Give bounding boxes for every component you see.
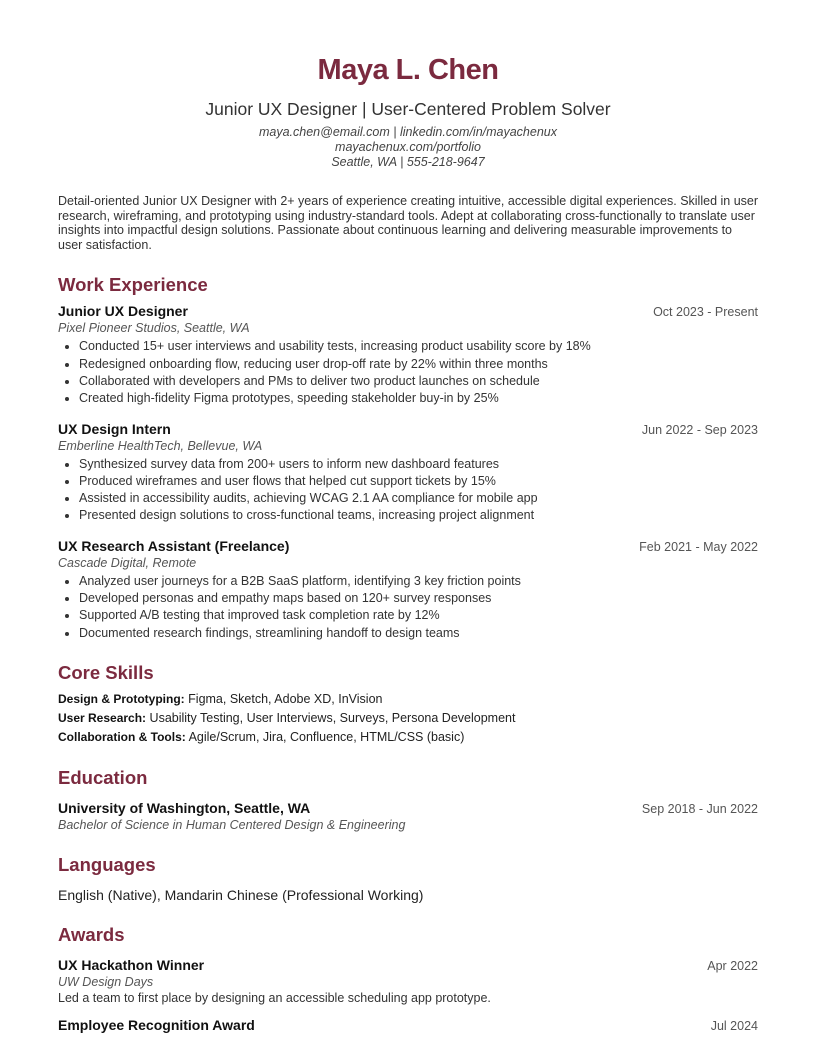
job-title: UX Research Assistant (Freelance) — [58, 537, 290, 554]
resume-content — [58, 50, 758, 1034]
job-dates: Oct 2023 - Present — [653, 305, 758, 320]
education-dates: Sep 2018 - Jun 2022 — [641, 801, 758, 816]
job-entry — [58, 537, 758, 642]
job-bullet: • Assisted in accessibility audits, achieving WCAG 2.1 AA compliance for mobile app — [79, 490, 758, 507]
job-header — [58, 420, 758, 438]
skill-category: User Research: — [58, 710, 147, 725]
job-bullet: • Produced wireframes and user flows that helped cut support tickets by 15% — [79, 473, 758, 490]
skill-category: Collaboration & Tools: — [58, 729, 186, 744]
education-entry — [58, 799, 758, 834]
award-header — [58, 1016, 758, 1034]
award-description: Led a team to first place by designing an accessible scheduling app prototype. — [58, 990, 491, 1005]
job-title: UX Design Intern — [58, 420, 171, 437]
award-entry — [58, 1016, 758, 1034]
job-bullet: • Created high-fidelity Figma prototypes, speeding stakeholder buy-in by 25% — [79, 390, 758, 407]
skill-values: Usability Testing, User Interviews, Surveys, Persona Development — [149, 710, 516, 725]
job-bullet: • Presented design solutions to cross-functional teams, increasing project alignment — [79, 507, 758, 524]
award-date: Apr 2022 — [707, 958, 758, 973]
contact-location-phone: Seattle, WA | 555-218-9647 — [331, 155, 485, 169]
job-bullet: • Developed personas and empathy maps based on 120+ survey responses — [79, 590, 758, 607]
job-bullet: • Conducted 15+ user interviews and usability tests, increasing product usability score by 18% — [79, 338, 758, 355]
award-organization: UW Design Days — [58, 974, 154, 989]
job-header — [58, 537, 758, 555]
job-bullet: • Collaborated with developers and PMs to deliver two product launches on schedule — [79, 373, 758, 390]
section-title-experience: Work Experience — [58, 274, 208, 296]
skill-row — [58, 690, 758, 709]
skill-values: Figma, Sketch, Adobe XD, InVision — [188, 691, 383, 706]
job-organization: Emberline HealthTech, Bellevue, WA — [58, 438, 263, 453]
job-organization: Cascade Digital, Remote — [58, 555, 197, 570]
job-title: Junior UX Designer — [58, 303, 188, 320]
languages-list: English (Native), Mandarin Chinese (Professional Working) — [58, 886, 424, 903]
skill-row — [58, 709, 758, 728]
job-dates: Feb 2021 - May 2022 — [639, 539, 758, 554]
job-bullet: • Redesigned onboarding flow, reducing user drop-off rate by 22% within three months — [79, 356, 758, 373]
candidate-name: Maya L. Chen — [317, 54, 499, 86]
job-bullets — [58, 338, 758, 407]
job-dates: Jun 2022 - Sep 2023 — [641, 422, 758, 437]
education-header — [58, 799, 758, 817]
section-title-education: Education — [58, 766, 148, 788]
contact-email-linkedin: maya.chen@email.com | linkedin.com/in/mayachenux — [258, 125, 557, 139]
award-header — [58, 956, 758, 974]
job-entry — [58, 302, 758, 407]
job-entry — [58, 420, 758, 525]
job-organization: Pixel Pioneer Studios, Seattle, WA — [58, 321, 250, 336]
job-header — [58, 302, 758, 320]
job-bullet: • Documented research findings, streamlining handoff to design teams — [79, 625, 758, 642]
school-name: University of Washington, Seattle, WA — [58, 799, 311, 816]
job-bullets — [58, 456, 758, 525]
section-title-awards: Awards — [58, 923, 125, 945]
contact-info — [58, 125, 758, 170]
job-bullet: • Synthesized survey data from 200+ users to inform new dashboard features — [79, 456, 758, 473]
professional-summary: Detail-oriented Junior UX Designer with 2+ years of experience creating intuitive, accessible digital experiences. Skilled in user research, wireframing, and prototyping using industry-standard tools. Adept at collaborating cross-functionally to translate user insights into impactful design solutions. Passionate about continuous learning and delivering measurable improvements to user satisfaction. — [58, 194, 759, 252]
skill-values: Agile/Scrum, Jira, Confluence, HTML/CSS (basic) — [188, 729, 465, 744]
job-bullets — [58, 573, 758, 642]
section-title-languages: Languages — [58, 853, 156, 875]
award-title: UX Hackathon Winner — [58, 956, 205, 973]
award-date: Jul 2024 — [710, 1018, 758, 1033]
award-entry — [58, 956, 758, 1006]
degree: Bachelor of Science in Human Centered Design & Engineering — [58, 817, 406, 832]
job-bullet: • Supported A/B testing that improved task completion rate by 12% — [79, 607, 758, 624]
skill-category: Design & Prototyping: — [58, 691, 185, 706]
job-bullet: • Analyzed user journeys for a B2B SaaS platform, identifying 3 key friction points — [79, 573, 758, 590]
award-title: Employee Recognition Award — [58, 1016, 255, 1033]
skill-row — [58, 728, 758, 747]
headline: Junior UX Designer | User-Centered Problem Solver — [205, 99, 611, 119]
contact-portfolio: mayachenux.com/portfolio — [335, 140, 481, 154]
section-title-skills: Core Skills — [58, 661, 154, 683]
